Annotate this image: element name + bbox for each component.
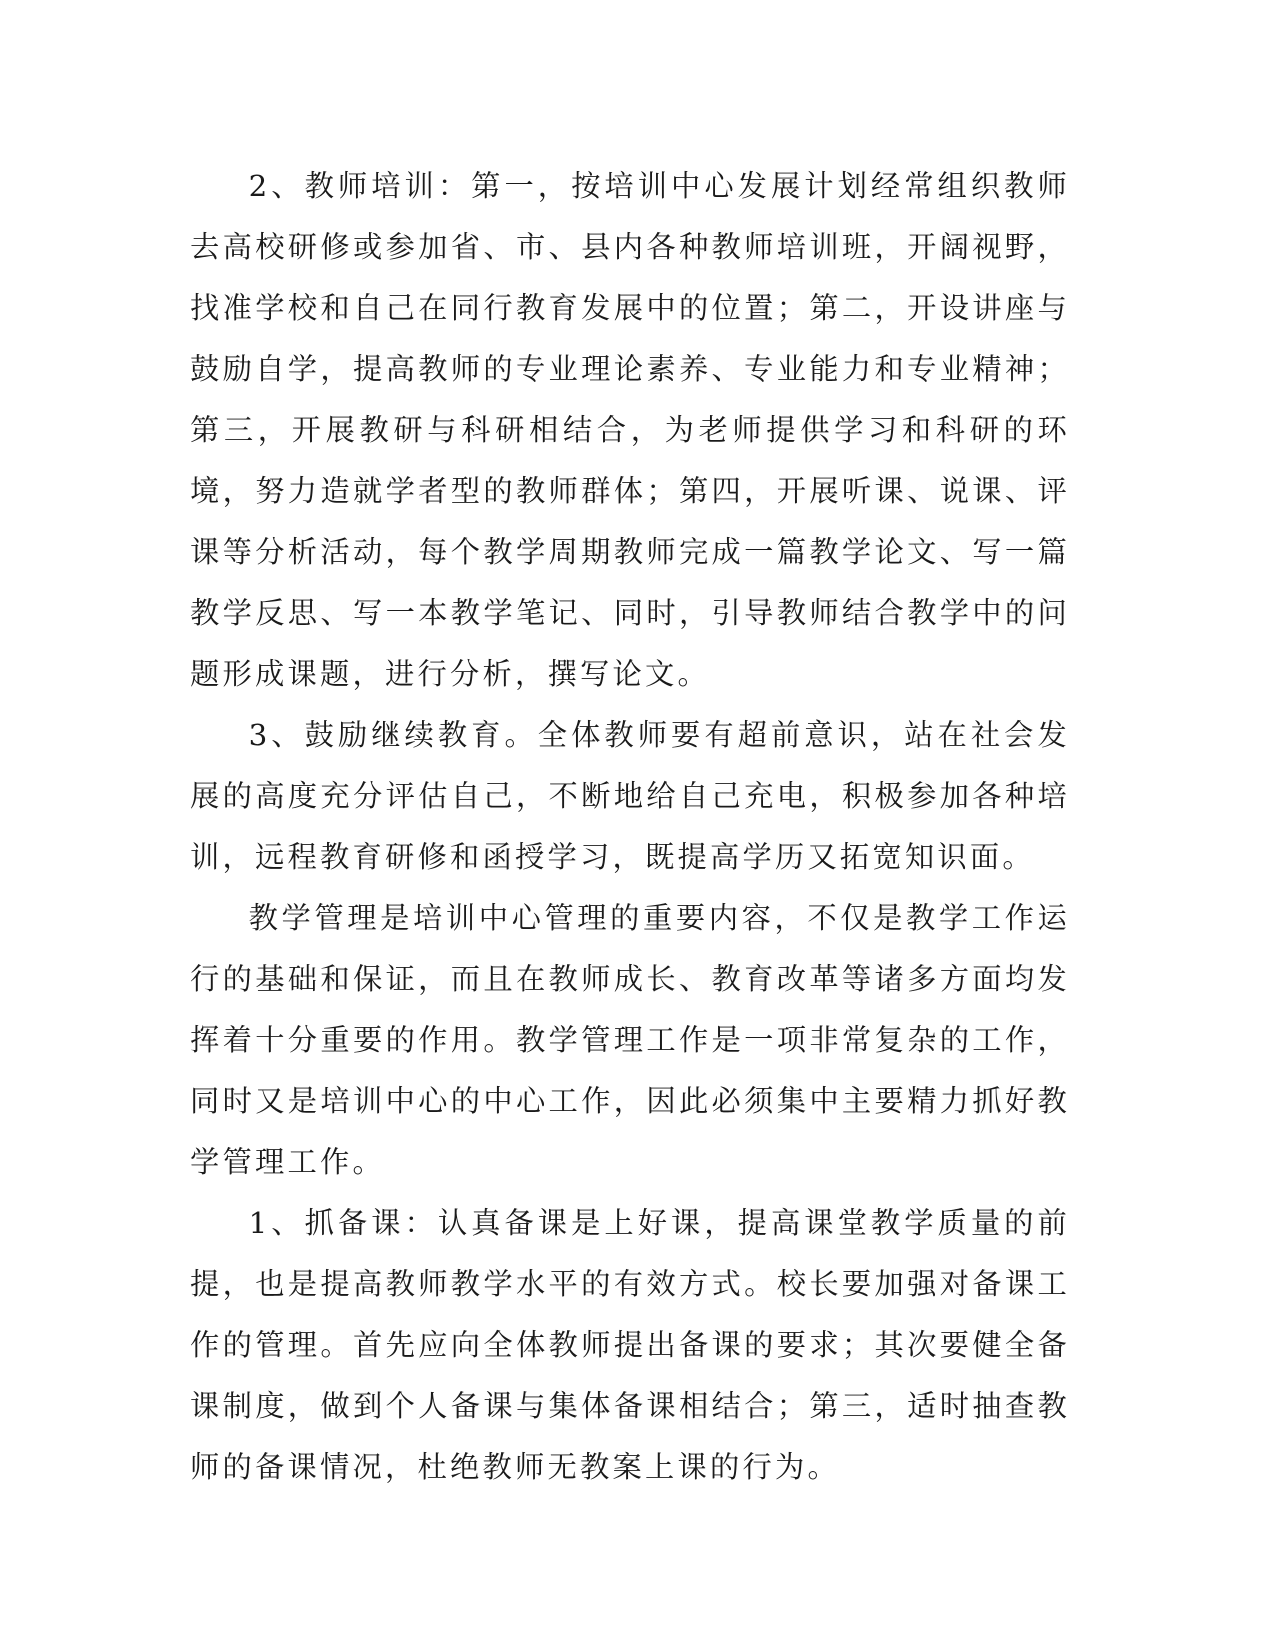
paragraph-continuing-education: 3、鼓励继续教育。全体教师要有超前意识，站在社会发展的高度充分评估自己，不断地给自己充电，积极参加各种培训，远程教育研修和函授学习，既提高学历又拓宽知识面。 xyxy=(190,718,1070,874)
document-body xyxy=(190,156,1070,1498)
paragraph-teaching-management: 教学管理是培训中心管理的重要内容，不仅是教学工作运行的基础和保证，而且在教师成长、教育改革等诸多方面均发挥着十分重要的作用。教学管理工作是一项非常复杂的工作，同时又是培训中心的中心工作，因此必须集中主要精力抓好教学管理工作。 xyxy=(190,901,1070,1179)
paragraph-teacher-training: 2、教师培训：第一，按培训中心发展计划经常组织教师去高校研修或参加省、市、县内各种教师培训班，开阔视野，找准学校和自己在同行教育发展中的位置；第二，开设讲座与鼓励自学，提高教师的专业理论素养、专业能力和专业精神；第三，开展教研与科研相结合，为老师提供学习和科研的环境，努力造就学者型的教师群体；第四，开展听课、说课、评课等分析活动，每个教学周期教师完成一篇教学论文、写一篇教学反思、写一本教学笔记、同时，引导教师结合教学中的问题形成课题，进行分析，撰写论文。 xyxy=(190,169,1070,691)
paragraph-lesson-preparation: 1、抓备课：认真备课是上好课，提高课堂教学质量的前提，也是提高教师教学水平的有效方式。校长要加强对备课工作的管理。首先应向全体教师提出备课的要求；其次要健全备课制度，做到个人备课与集体备课相结合；第三，适时抽查教师的备课情况，杜绝教师无教案上课的行为。 xyxy=(190,1206,1070,1484)
